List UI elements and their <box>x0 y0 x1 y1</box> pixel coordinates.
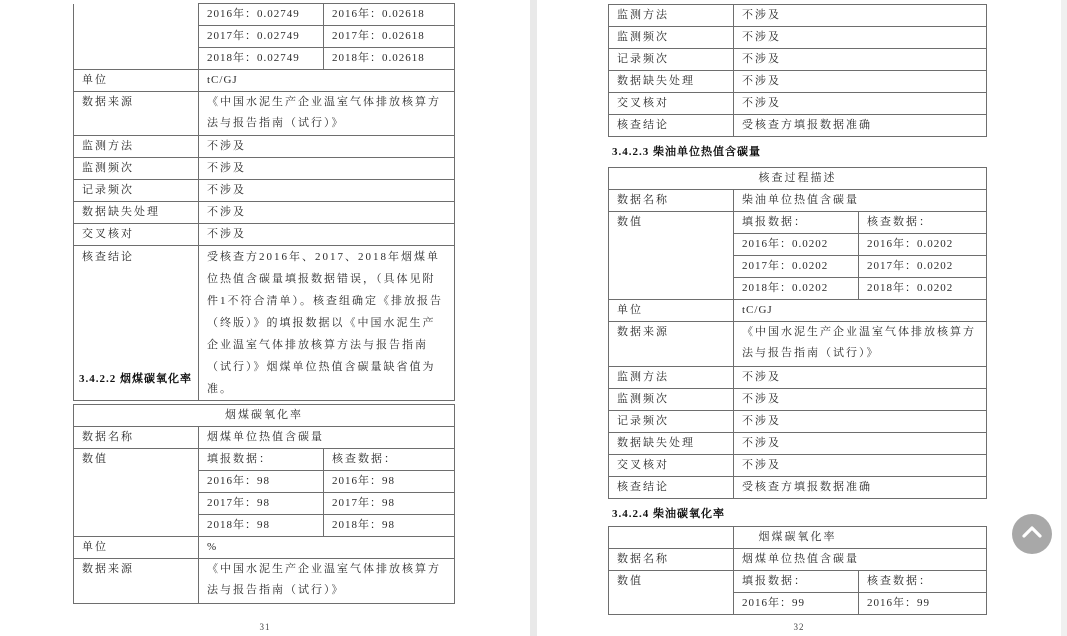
table-row <box>74 224 455 246</box>
year-2016-reported-cell: 2016年：99 <box>734 593 859 615</box>
monitor-freq-label-cell: 监测频次 <box>74 158 199 180</box>
monitor-freq-value-cell: 不涉及 <box>199 158 455 180</box>
table-continuation-top <box>608 4 987 137</box>
source-label-cell: 数据来源 <box>609 322 734 367</box>
unit-value-cell: tC/GJ <box>734 300 987 322</box>
year-2018-reported-cell: 2018年：0.0202 <box>734 278 859 300</box>
year-2017-reported-cell: 2017年：0.0202 <box>734 256 859 278</box>
year-2018-verified-cell: 2018年：98 <box>324 515 455 537</box>
source-value-cell: 《中国水泥生产企业温室气体排放核算方法与报告指南（试行）》 <box>199 92 455 136</box>
data-name-value-cell: 烟煤单位热值含碳量 <box>199 427 455 449</box>
record-freq-label-cell: 记录频次 <box>74 180 199 202</box>
year-2017-verified-cell: 2017年：98 <box>324 493 455 515</box>
data-name-label-cell: 数据名称 <box>609 549 734 571</box>
scroll-to-top-button[interactable] <box>1012 514 1052 554</box>
table-diesel-oxidation-rate <box>608 526 987 615</box>
empty-merged-cell <box>74 4 199 70</box>
year-2016-verified-cell: 2016年：0.0202 <box>859 234 987 256</box>
year-2016-verified-cell: 2016年：98 <box>324 471 455 493</box>
year-2016-reported-cell: 2016年：0.02749 <box>199 4 324 26</box>
table-row <box>609 300 987 322</box>
cross-check-value-cell: 不涉及 <box>199 224 455 246</box>
page-32 <box>537 0 1061 636</box>
data-name-label-cell: 数据名称 <box>609 190 734 212</box>
reported-header-cell: 填报数据： <box>734 571 859 593</box>
table-row <box>609 115 987 137</box>
missing-data-value-cell: 不涉及 <box>199 202 455 224</box>
record-freq-value-cell: 不涉及 <box>734 49 987 71</box>
table-row <box>609 527 987 549</box>
missing-data-label-cell: 数据缺失处理 <box>609 71 734 93</box>
section-heading-3-4-2-4: 3.4.2.4 柴油碳氧化率 <box>612 508 725 520</box>
table-row <box>74 405 455 427</box>
year-2017-reported-cell: 2017年：98 <box>199 493 324 515</box>
section-heading-3-4-2-3: 3.4.2.3 柴油单位热值含碳量 <box>612 146 761 158</box>
table-row <box>609 411 987 433</box>
page-number-32: 32 <box>793 622 805 632</box>
table-row <box>609 190 987 212</box>
unit-value-cell: % <box>199 537 455 559</box>
value-label-cell: 数值 <box>609 212 734 300</box>
value-label-cell: 数值 <box>74 449 199 537</box>
year-2017-verified-cell: 2017年：0.0202 <box>859 256 987 278</box>
unit-label-cell: 单位 <box>609 300 734 322</box>
table-row <box>609 93 987 115</box>
page-31 <box>0 0 530 636</box>
record-freq-value-cell: 不涉及 <box>734 411 987 433</box>
table-row <box>609 367 987 389</box>
conclusion-label-cell: 核查结论 <box>609 115 734 137</box>
missing-data-value-cell: 不涉及 <box>734 71 987 93</box>
conclusion-label-cell: 核查结论 <box>74 246 199 401</box>
table-row <box>609 455 987 477</box>
missing-data-label-cell: 数据缺失处理 <box>609 433 734 455</box>
table-title-cell: 烟煤碳氧化率 <box>74 405 455 427</box>
verified-header-cell: 核查数据： <box>859 571 987 593</box>
year-2018-reported-cell: 2018年：98 <box>199 515 324 537</box>
table-row <box>74 427 455 449</box>
table-row <box>609 71 987 93</box>
verified-header-cell: 核查数据： <box>324 449 455 471</box>
table-row <box>609 322 987 367</box>
title-row-divider-line <box>733 527 734 548</box>
monitor-freq-value-cell: 不涉及 <box>734 389 987 411</box>
table-title-cell: 烟煤碳氧化率 <box>609 527 987 549</box>
table-row <box>74 449 455 471</box>
year-2018-verified-cell: 2018年：0.02618 <box>324 48 455 70</box>
cross-check-value-cell: 不涉及 <box>734 455 987 477</box>
year-2016-reported-cell: 2016年：98 <box>199 471 324 493</box>
data-name-value-cell: 烟煤单位热值含碳量 <box>734 549 987 571</box>
source-value-cell: 《中国水泥生产企业温室气体排放核算方法与报告指南（试行）》 <box>199 559 455 604</box>
monitor-method-label-cell: 监测方法 <box>74 136 199 158</box>
conclusion-label-cell: 核查结论 <box>609 477 734 499</box>
page-gap <box>530 0 537 636</box>
table-row <box>74 136 455 158</box>
table-row <box>609 168 987 190</box>
monitor-method-label-cell: 监测方法 <box>609 367 734 389</box>
value-label-cell: 数值 <box>609 571 734 615</box>
table-row <box>74 4 455 26</box>
record-freq-label-cell: 记录频次 <box>609 411 734 433</box>
table-row <box>74 180 455 202</box>
table-row <box>609 5 987 27</box>
year-2016-verified-cell: 2016年：0.02618 <box>324 4 455 26</box>
year-2018-verified-cell: 2018年：0.0202 <box>859 278 987 300</box>
table-row <box>609 549 987 571</box>
source-value-cell: 《中国水泥生产企业温室气体排放核算方法与报告指南（试行）》 <box>734 322 987 367</box>
conclusion-value-cell: 受核查方填报数据准确 <box>734 477 987 499</box>
table-row <box>74 158 455 180</box>
missing-data-value-cell: 不涉及 <box>734 433 987 455</box>
table-row <box>609 212 987 234</box>
missing-data-label-cell: 数据缺失处理 <box>74 202 199 224</box>
monitor-method-value-cell: 不涉及 <box>734 367 987 389</box>
monitor-method-value-cell: 不涉及 <box>199 136 455 158</box>
unit-label-cell: 单位 <box>74 537 199 559</box>
page-number-31: 31 <box>259 622 271 632</box>
chevron-up-icon <box>1021 525 1043 543</box>
record-freq-label-cell: 记录频次 <box>609 49 734 71</box>
source-label-cell: 数据来源 <box>74 92 199 136</box>
table-row <box>609 27 987 49</box>
table-row <box>609 389 987 411</box>
table-coal-carbon-content-continuation <box>73 3 455 401</box>
monitor-freq-label-cell: 监测频次 <box>609 389 734 411</box>
table-row <box>74 537 455 559</box>
table-row <box>74 92 455 136</box>
year-2017-reported-cell: 2017年：0.02749 <box>199 26 324 48</box>
monitor-freq-value-cell: 不涉及 <box>734 27 987 49</box>
monitor-freq-label-cell: 监测频次 <box>609 27 734 49</box>
year-2016-reported-cell: 2016年：0.0202 <box>734 234 859 256</box>
source-label-cell: 数据来源 <box>74 559 199 604</box>
unit-value-cell: tC/GJ <box>199 70 455 92</box>
table-row <box>609 433 987 455</box>
conclusion-value-cell: 受核查方填报数据准确 <box>734 115 987 137</box>
reported-header-cell: 填报数据： <box>734 212 859 234</box>
year-2017-verified-cell: 2017年：0.02618 <box>324 26 455 48</box>
table-row <box>609 477 987 499</box>
vertical-scrollbar[interactable] <box>1061 0 1067 636</box>
table-coal-oxidation-rate <box>73 404 455 604</box>
monitor-method-value-cell: 不涉及 <box>734 5 987 27</box>
reported-header-cell: 填报数据： <box>199 449 324 471</box>
data-name-value-cell: 柴油单位热值含碳量 <box>734 190 987 212</box>
unit-label-cell: 单位 <box>74 70 199 92</box>
year-2018-reported-cell: 2018年：0.02749 <box>199 48 324 70</box>
section-heading-3-4-2-2: 3.4.2.2 烟煤碳氧化率 <box>79 373 192 385</box>
verified-header-cell: 核查数据： <box>859 212 987 234</box>
table-row <box>609 571 987 593</box>
cross-check-label-cell: 交叉核对 <box>609 93 734 115</box>
cross-check-label-cell: 交叉核对 <box>74 224 199 246</box>
data-name-label-cell: 数据名称 <box>74 427 199 449</box>
table-title-cell: 核查过程描述 <box>609 168 987 190</box>
year-2016-verified-cell: 2016年：99 <box>859 593 987 615</box>
table-row <box>74 70 455 92</box>
record-freq-value-cell: 不涉及 <box>199 180 455 202</box>
cross-check-value-cell: 不涉及 <box>734 93 987 115</box>
table-diesel-carbon-content <box>608 167 987 499</box>
table-row <box>74 559 455 604</box>
table-row <box>74 202 455 224</box>
monitor-method-label-cell: 监测方法 <box>609 5 734 27</box>
table-row <box>609 49 987 71</box>
conclusion-value-cell: 受核查方2016年、2017、2018年烟煤单位热值含碳量填报数据错误，（具体见附件1不符合清单）。核查组确定《排放报告（终版）》的填报数据以《中国水泥生产企业温室气体排放核算方法与报告指南（试行）》烟煤单位热值含碳量缺省值为准。 <box>199 246 455 401</box>
cross-check-label-cell: 交叉核对 <box>609 455 734 477</box>
